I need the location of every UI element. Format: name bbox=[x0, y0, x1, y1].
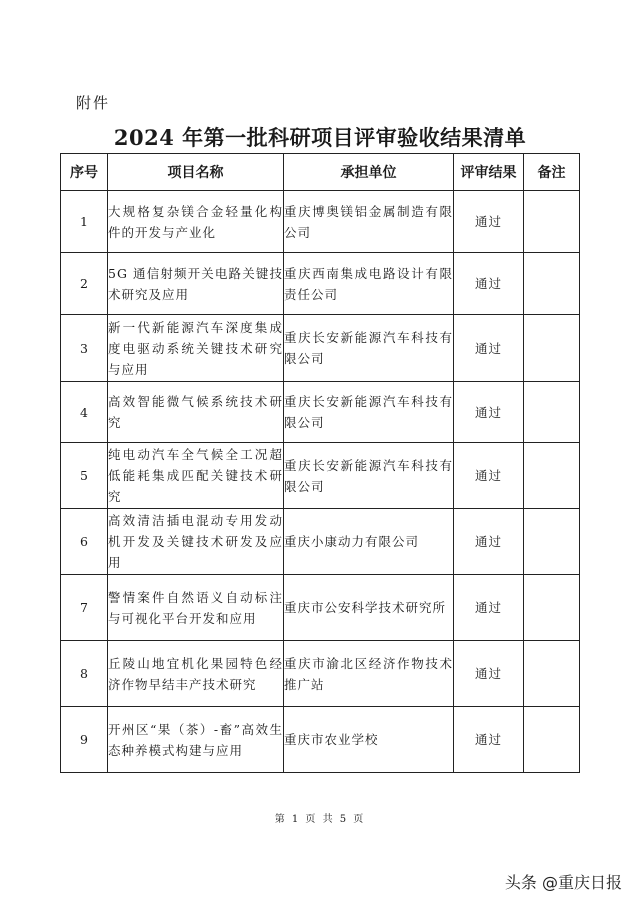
row-no: 6 bbox=[61, 509, 108, 575]
row-no: 3 bbox=[61, 315, 108, 382]
table-row bbox=[61, 191, 580, 253]
row-unit: 重庆博奥镁铝金属制造有限公司 bbox=[284, 191, 454, 253]
document-title: 2024 年第一批科研项目评审验收结果清单 bbox=[113, 125, 527, 150]
attachment-label: 附件 bbox=[76, 94, 111, 112]
header-note: 备注 bbox=[524, 154, 580, 191]
row-project-name: 高效清洁插电混动专用发动机开发及关键技术研发及应用 bbox=[108, 509, 284, 575]
row-note bbox=[524, 641, 580, 707]
header-project-name: 项目名称 bbox=[108, 154, 284, 191]
row-project-name: 新一代新能源汽车深度集成度电驱动系统关键技术研究与应用 bbox=[108, 315, 284, 382]
row-result: 通过 bbox=[454, 509, 524, 575]
row-note bbox=[524, 707, 580, 773]
table-row bbox=[61, 641, 580, 707]
row-note bbox=[524, 253, 580, 315]
row-result: 通过 bbox=[454, 443, 524, 509]
row-note bbox=[524, 575, 580, 641]
row-note bbox=[524, 315, 580, 382]
source-watermark: 头条 @重庆日报 bbox=[504, 873, 622, 892]
page-footer: 第 1 页 共 5 页 bbox=[274, 814, 366, 825]
row-no: 7 bbox=[61, 575, 108, 641]
row-note bbox=[524, 509, 580, 575]
row-note bbox=[524, 191, 580, 253]
row-no: 9 bbox=[61, 707, 108, 773]
table-row bbox=[61, 382, 580, 443]
row-no: 1 bbox=[61, 191, 108, 253]
row-unit: 重庆长安新能源汽车科技有限公司 bbox=[284, 382, 454, 443]
row-result: 通过 bbox=[454, 575, 524, 641]
row-no: 2 bbox=[61, 253, 108, 315]
table-header-row bbox=[61, 154, 580, 191]
row-note bbox=[524, 443, 580, 509]
table-row bbox=[61, 443, 580, 509]
row-result: 通过 bbox=[454, 315, 524, 382]
row-project-name: 纯电动汽车全气候全工况超低能耗集成匹配关键技术研究 bbox=[108, 443, 284, 509]
row-unit: 重庆市渝北区经济作物技术推广站 bbox=[284, 641, 454, 707]
row-result: 通过 bbox=[454, 382, 524, 443]
row-project-name: 开州区“果（茶）-畜”高效生态种养模式构建与应用 bbox=[108, 707, 284, 773]
row-result: 通过 bbox=[454, 253, 524, 315]
row-no: 8 bbox=[61, 641, 108, 707]
table-row bbox=[61, 509, 580, 575]
row-result: 通过 bbox=[454, 641, 524, 707]
results-table bbox=[60, 153, 580, 773]
row-unit: 重庆市农业学校 bbox=[284, 707, 454, 773]
row-unit: 重庆西南集成电路设计有限责任公司 bbox=[284, 253, 454, 315]
row-project-name: 高效智能微气候系统技术研究 bbox=[108, 382, 284, 443]
header-result: 评审结果 bbox=[454, 154, 524, 191]
header-unit: 承担单位 bbox=[284, 154, 454, 191]
table-row bbox=[61, 575, 580, 641]
header-no: 序号 bbox=[61, 154, 108, 191]
row-project-name: 丘陵山地宜机化果园特色经济作物早结丰产技术研究 bbox=[108, 641, 284, 707]
row-no: 4 bbox=[61, 382, 108, 443]
table-row bbox=[61, 707, 580, 773]
row-result: 通过 bbox=[454, 707, 524, 773]
row-project-name: 大规格复杂镁合金轻量化构件的开发与产业化 bbox=[108, 191, 284, 253]
row-unit: 重庆小康动力有限公司 bbox=[284, 509, 454, 575]
row-result: 通过 bbox=[454, 191, 524, 253]
row-unit: 重庆长安新能源汽车科技有限公司 bbox=[284, 315, 454, 382]
table-row bbox=[61, 315, 580, 382]
row-no: 5 bbox=[61, 443, 108, 509]
row-note bbox=[524, 382, 580, 443]
table-row bbox=[61, 253, 580, 315]
row-project-name: 警情案件自然语义自动标注与可视化平台开发和应用 bbox=[108, 575, 284, 641]
row-project-name: 5G 通信射频开关电路关键技术研究及应用 bbox=[108, 253, 284, 315]
row-unit: 重庆长安新能源汽车科技有限公司 bbox=[284, 443, 454, 509]
row-unit: 重庆市公安科学技术研究所 bbox=[284, 575, 454, 641]
